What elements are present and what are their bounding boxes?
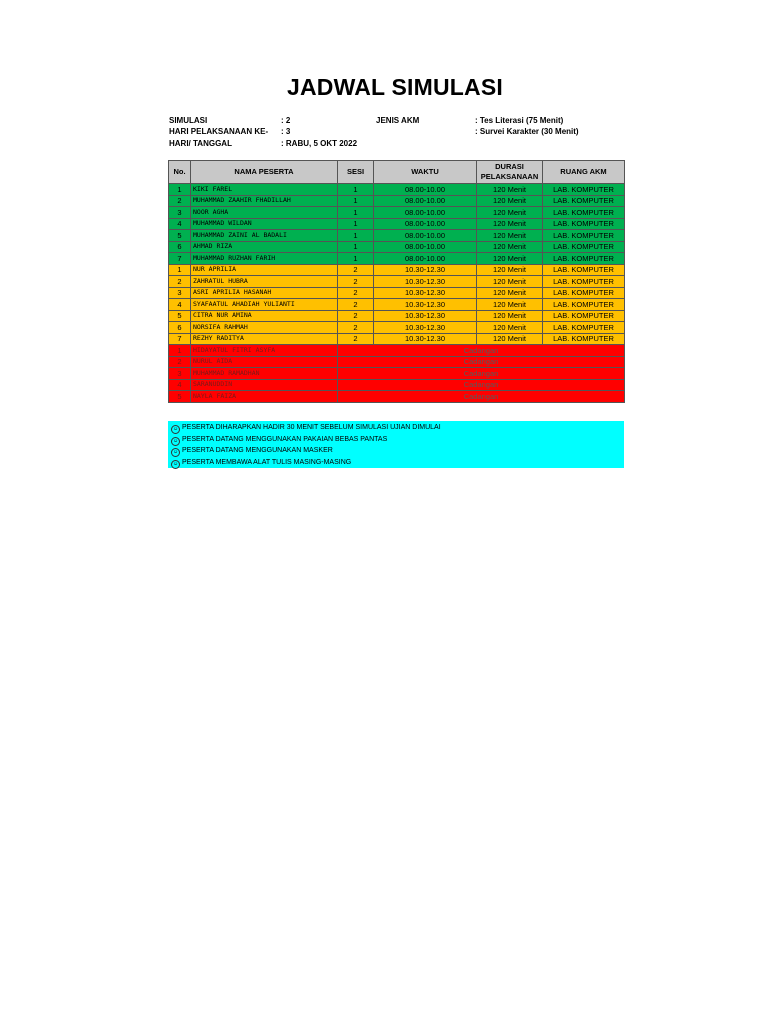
reserve-row [169,368,625,380]
row-no: 6 [169,241,191,253]
row-no: 5 [169,391,191,403]
row-sesi: 1 [338,230,374,242]
row-nama: CITRA NUR AMINA [191,310,338,322]
hari-ke-label: HARI PELAKSANAAN KE- [169,127,269,136]
note-item [168,434,624,446]
row-durasi: 120 Menit [477,184,543,196]
note-item [168,422,624,434]
smiley-icon: ☺ [172,449,179,455]
row-ruang: LAB. KOMPUTER [543,230,625,242]
row-ruang: LAB. KOMPUTER [543,333,625,345]
row-nama: MUHAMMAD RUZHAN FARIH [191,253,338,265]
row-no: 5 [169,310,191,322]
tanggal-label: HARI/ TANGGAL [169,139,232,148]
page-title: JADWAL SIMULASI [287,74,503,100]
reserve-row [169,391,625,403]
row-waktu: 10.30-12.30 [374,333,477,345]
row-no: 1 [169,264,191,276]
row-no: 2 [169,276,191,288]
row-waktu: 10.30-12.30 [374,322,477,334]
row-sesi: 1 [338,253,374,265]
note-text: PESERTA DIHARAPKAN HADIR 30 MENIT SEBELUM SIMULASI UJIAN DIMULAI [182,424,441,431]
reserve-row [169,356,625,368]
row-ruang: LAB. KOMPUTER [543,253,625,265]
smiley-icon: ☺ [172,460,179,467]
row-sesi: 1 [338,207,374,219]
row-nama: REZHY RADITYA [191,333,338,345]
hari-ke-value: : 3 [281,127,291,136]
row-waktu: 08.00-10.00 [374,195,477,207]
row-sesi: 1 [338,241,374,253]
row-no: 3 [169,207,191,219]
schedule-table [168,160,625,403]
note-item [168,445,624,457]
row-waktu: 08.00-10.00 [374,253,477,265]
row-nama: AHMAD RIZA [191,241,338,253]
header-ruang: RUANG AKM [543,161,625,184]
header-durasi [477,161,543,184]
row-no: 7 [169,333,191,345]
row-waktu: 10.30-12.30 [374,310,477,322]
row-durasi: 120 Menit [477,322,543,334]
table-row [169,184,625,196]
row-sesi: 1 [338,184,374,196]
row-no: 4 [169,379,191,391]
row-ruang: LAB. KOMPUTER [543,241,625,253]
row-ruang: LAB. KOMPUTER [543,264,625,276]
row-ruang: LAB. KOMPUTER [543,218,625,230]
row-no: 1 [169,345,191,357]
jenis-akm-value-1: : Tes Literasi (75 Menit) [475,116,564,125]
row-waktu: 08.00-10.00 [374,218,477,230]
table-row [169,218,625,230]
row-nama: SARANUDDIN [191,379,338,391]
row-durasi: 120 Menit [477,310,543,322]
row-durasi: 120 Menit [477,287,543,299]
row-nama: NAYLA FAIZA [191,391,338,403]
row-durasi: 120 Menit [477,276,543,288]
row-ruang: LAB. KOMPUTER [543,287,625,299]
row-waktu: 08.00-10.00 [374,184,477,196]
row-ruang: LAB. KOMPUTER [543,322,625,334]
table-row [169,230,625,242]
row-durasi: 120 Menit [477,218,543,230]
row-sesi: 2 [338,276,374,288]
row-durasi: 120 Menit [477,264,543,276]
simulasi-value: : 2 [281,116,291,125]
row-waktu: 08.00-10.00 [374,207,477,219]
row-durasi: 120 Menit [477,195,543,207]
row-no: 3 [169,287,191,299]
row-nama: MUHAMMAD WILDAN [191,218,338,230]
row-ruang: LAB. KOMPUTER [543,276,625,288]
row-durasi: 120 Menit [477,241,543,253]
row-no: 3 [169,368,191,380]
table-row [169,299,625,311]
table-row [169,287,625,299]
header-sesi: SESI [338,161,374,184]
row-durasi: 120 Menit [477,333,543,345]
row-sesi: 2 [338,310,374,322]
row-ruang: LAB. KOMPUTER [543,299,625,311]
table-row [169,253,625,265]
header-waktu: WAKTU [374,161,477,184]
row-sesi: 2 [338,322,374,334]
row-ruang: LAB. KOMPUTER [543,184,625,196]
table-row [169,333,625,345]
row-sesi: 2 [338,264,374,276]
row-no: 1 [169,184,191,196]
note-text: PESERTA DATANG MENGGUNAKAN MASKER [182,447,333,454]
row-no: 5 [169,230,191,242]
row-durasi: 120 Menit [477,253,543,265]
row-durasi: 120 Menit [477,230,543,242]
row-nama: MUHAMMAD ZAINI AL BADALI [191,230,338,242]
row-nama: ZAHRATUL HUBRA [191,276,338,288]
note-text: PESERTA MEMBAWA ALAT TULIS MASING-MASING [182,458,352,466]
row-waktu: 08.00-10.00 [374,230,477,242]
row-no: 2 [169,195,191,207]
row-nama: NOOR AGHA [191,207,338,219]
smiley-icon: ☺ [172,426,179,432]
row-sesi: 1 [338,218,374,230]
row-status: Cadangan [338,368,625,380]
row-ruang: LAB. KOMPUTER [543,310,625,322]
jenis-akm-value-2: : Survei Karakter (30 Menit) [475,127,579,136]
row-waktu: 10.30-12.30 [374,276,477,288]
table-row [169,207,625,219]
note-text: PESERTA DATANG MENGGUNAKAN PAKAIAN BEBAS PANTAS [182,435,388,443]
row-waktu: 10.30-12.30 [374,287,477,299]
table-row [169,241,625,253]
table-row [169,322,625,334]
table-header-row [169,161,625,184]
tanggal-value: : RABU, 5 OKT 2022 [281,139,358,148]
row-status: Cadangan [338,345,625,357]
row-ruang: LAB. KOMPUTER [543,207,625,219]
smiley-icon: ☺ [172,437,179,444]
row-nama: NUR APRILIA [191,264,338,276]
row-no: 4 [169,299,191,311]
reserve-row [169,345,625,357]
header-no: No. [169,161,191,184]
table-row [169,310,625,322]
row-durasi: 120 Menit [477,299,543,311]
row-ruang: LAB. KOMPUTER [543,195,625,207]
row-nama: MUHAMMAD RAMADHAN [191,368,338,380]
row-nama: MUHAMMAD ZAAHIR FHADILLAH [191,195,338,207]
row-nama: NURUL AIDA [191,356,338,368]
row-nama: KIKI FAREL [191,184,338,196]
row-sesi: 2 [338,287,374,299]
table-row [169,195,625,207]
jenis-akm-label: JENIS AKM [376,116,420,125]
header-nama: NAMA PESERTA [191,161,338,184]
row-no: 4 [169,218,191,230]
row-sesi: 1 [338,195,374,207]
row-waktu: 08.00-10.00 [374,241,477,253]
row-nama: HIDAYATUL FITRI ASYFA [191,345,338,357]
row-waktu: 10.30-12.30 [374,299,477,311]
table-row [169,276,625,288]
notes-box [168,421,624,468]
reserve-row [169,379,625,391]
row-waktu: 10.30-12.30 [374,264,477,276]
header-durasi-line-1: DURASI [495,162,524,171]
row-nama: ASRI APRILIA HASANAH [191,287,338,299]
simulasi-label: SIMULASI [169,116,208,125]
row-status: Cadangan [338,379,625,391]
row-sesi: 2 [338,299,374,311]
row-nama: NORSIFA RAHMAH [191,322,338,334]
row-status: Cadangan [338,356,625,368]
row-status: Cadangan [338,391,625,403]
row-durasi: 120 Menit [477,207,543,219]
header-durasi-line-2: PELAKSANAAN [480,172,539,181]
row-no: 6 [169,322,191,334]
row-sesi: 2 [338,333,374,345]
note-item [168,457,624,469]
row-no: 7 [169,253,191,265]
table-row [169,264,625,276]
row-nama: SYAFAATUL AHADIAH YULIANTI [191,299,338,311]
row-no: 2 [169,356,191,368]
